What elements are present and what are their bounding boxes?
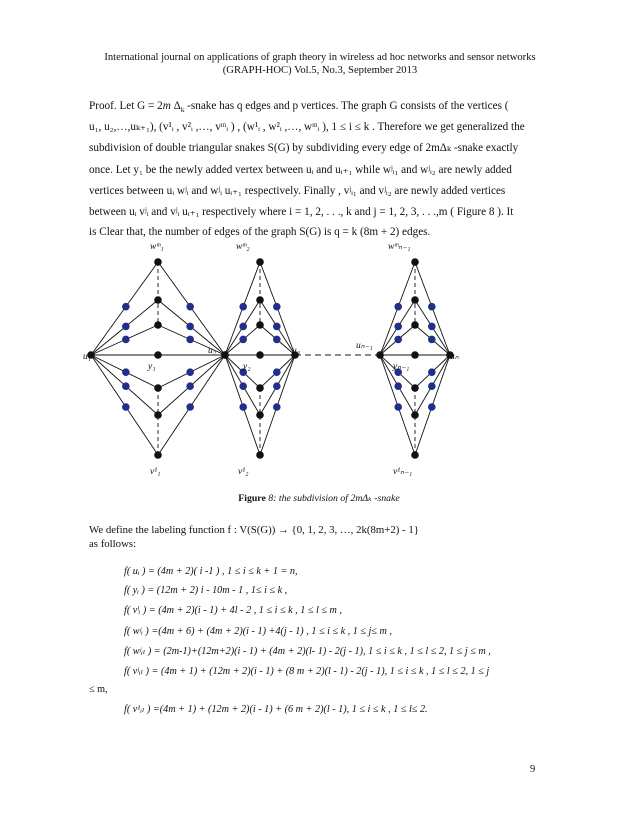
vertex [273,403,281,411]
label-u1: u₁ [83,352,92,362]
vertex [411,451,419,459]
header-line-1: International journal on applications of graph theory in wireless ad hoc networks and sensor networks [104,52,536,63]
header-line-2: (GRAPH-HOC) Vol.5, No.3, September 2013 [222,65,418,76]
vertex [256,384,264,392]
figure-caption [0,493,638,504]
proof-line-4: once. Let y₁ be the newly added vertex between uᵢ and uᵢ₊₁ while wʲᵢ₁ and wʲᵢ₂ are newly added [89,164,512,176]
formula-v1-il: f( v¹ᵢₗ ) =(4m + 1) + (12m + 2)(i - 1) + (6 m + 2)(l - 1), 1 ≤ i ≤ k , 1 ≤ l≤ 2. [124,704,428,715]
vertex [411,296,419,304]
vertex [376,351,384,359]
vertex [394,303,402,311]
label-un: uₙ [450,352,459,362]
vertex [154,321,162,329]
vertex [186,323,194,331]
definition-line-1: We define the labeling function f : V(S(G)) → {0, 1, 2, 3, …, 2k(8m+2) - 1} [89,524,419,536]
vertex [239,382,247,390]
vertex [256,351,264,359]
formula-y: f( yᵢ ) = (12m + 2) i - 10m - 1 , 1≤ i ≤ k , [124,585,288,596]
vertex [221,351,229,359]
formula-continuation: ≤ m, [89,684,108,695]
graph-edges [91,262,450,455]
vertex [411,351,419,359]
label-un-1: uₙ₋₁ [356,341,373,351]
proof-line-3: subdivision of double triangular snakes S(G) by subdividing every edge of 2mΔₖ -snake exactly [89,142,519,154]
label-y2: y₂ [243,362,251,372]
label-v12: v¹₂ [238,467,249,477]
label-y1: y₁ [148,362,156,372]
vertex [428,403,436,411]
vertex [239,403,247,411]
vertex [239,303,247,311]
vertex [122,336,130,344]
vertex [428,382,436,390]
label-wmn: wᵐₙ₋₁ [388,242,411,252]
caption-text: 8: the subdivision of 2mΔₖ -snake [265,493,400,504]
label-yn: yₙ₋₁ [393,362,410,372]
caption-label: Figure [238,493,266,504]
vertex [154,411,162,419]
vertex [273,336,281,344]
vertex [154,384,162,392]
formula-v-il: f( vʲᵢₗ ) = (4m + 1) + (12m + 2)(i - 1) + (8 m + 2)(l - 1) - 2(j - 1), 1 ≤ i ≤ k , 1 ≤ l ≤ 2, 1 ≤ j [124,666,490,677]
vertex [154,351,162,359]
label-wm1: wᵐ₁ [150,242,164,252]
vertex [122,303,130,311]
vertex [122,368,130,376]
vertex [394,403,402,411]
vertex [256,321,264,329]
proof-line-7: is Clear that, the number of edges of the graph S(G) is q = k (8m + 2) edges. [89,226,431,238]
label-u2: u₂ [208,346,217,356]
vertex [186,303,194,311]
label-v1n: v¹ₙ₋₁ [393,467,413,477]
vertex [154,258,162,266]
proof-line-5: vertices between uᵢ wʲᵢ and wʲᵢ uᵢ₊₁ respectively. Finally , vʲᵢ₁ and vʲᵢ₂ are newly added vertices [89,185,506,197]
vertex [394,323,402,331]
vertex [256,296,264,304]
formula-w-il: f( wʲᵢₗ ) = (2m-1)+(12m+2)(i - 1) + (4m + 2)(l- 1) - 2(j - 1), 1 ≤ i ≤ k , 1 ≤ l ≤ 2, 1 ≤ j ≤ m , [124,646,491,657]
vertex [428,303,436,311]
vertex [122,323,130,331]
formula-w: f( wʲᵢ ) =(4m + 6) + (4m + 2)(i - 1) +4(j - 1) , 1 ≤ i ≤ k , 1 ≤ j≤ m , [124,626,392,637]
vertex [154,451,162,459]
vertex [256,411,264,419]
vertex [256,451,264,459]
label-v11: v¹₁ [150,467,161,477]
vertex [186,368,194,376]
vertex [428,368,436,376]
vertex [154,296,162,304]
proof-line-2: u₁, u₂,…,uₖ₊₁), (v¹ᵢ , v²ᵢ ,…, vᵐᵢ ) , (w¹ᵢ , w²ᵢ ,…, wᵐᵢ ), 1 ≤ i ≤ k . Therefore we get generalized the [89,121,525,133]
vertex [411,258,419,266]
page-number: 9 [530,764,536,775]
vertex [394,382,402,390]
math-mdelta: m [162,100,171,112]
proof-text-a: Proof. Let G = 2 [89,100,163,112]
vertex [411,411,419,419]
vertex [411,321,419,329]
vertex [122,382,130,390]
vertex [428,323,436,331]
vertex [186,403,194,411]
vertex [186,336,194,344]
vertex [256,258,264,266]
vertex [394,336,402,344]
proof-line-1: Proof. Let G = 2m $\Delta_k$ -snake has q edges and p vertices. The graph G consists of the vertices ( [89,100,509,115]
formula-v: f( vˡᵢ ) = (4m + 2)(i - 1) + 4l - 2 , 1 ≤ i ≤ k , 1 ≤ l ≤ m , [124,605,343,616]
label-u3: u₃ [292,346,301,356]
vertex [186,382,194,390]
vertex [428,336,436,344]
proof-text-b: -snake has q edges and p vertices. The graph G consists of the vertices ( [184,100,509,112]
vertex [239,323,247,331]
vertex [273,323,281,331]
vertex [122,403,130,411]
vertex [273,303,281,311]
vertex [273,368,281,376]
vertex [273,382,281,390]
proof-line-6: between uᵢ vʲᵢ and vʲᵢ uᵢ₊₁ respectively where i = 1, 2, . . ., k and j = 1, 2, 3, . . .,m ( Figure 8 ). It [89,206,514,218]
definition-line-2: as follows: [89,538,137,550]
vertex [239,336,247,344]
graph-vertices [87,258,454,459]
formula-u: f( uᵢ ) = (4m + 2)( i -1 ) , 1 ≤ i ≤ k + 1 = n, [124,566,298,577]
label-wm2: wᵐ₂ [236,242,250,252]
vertex [411,384,419,392]
